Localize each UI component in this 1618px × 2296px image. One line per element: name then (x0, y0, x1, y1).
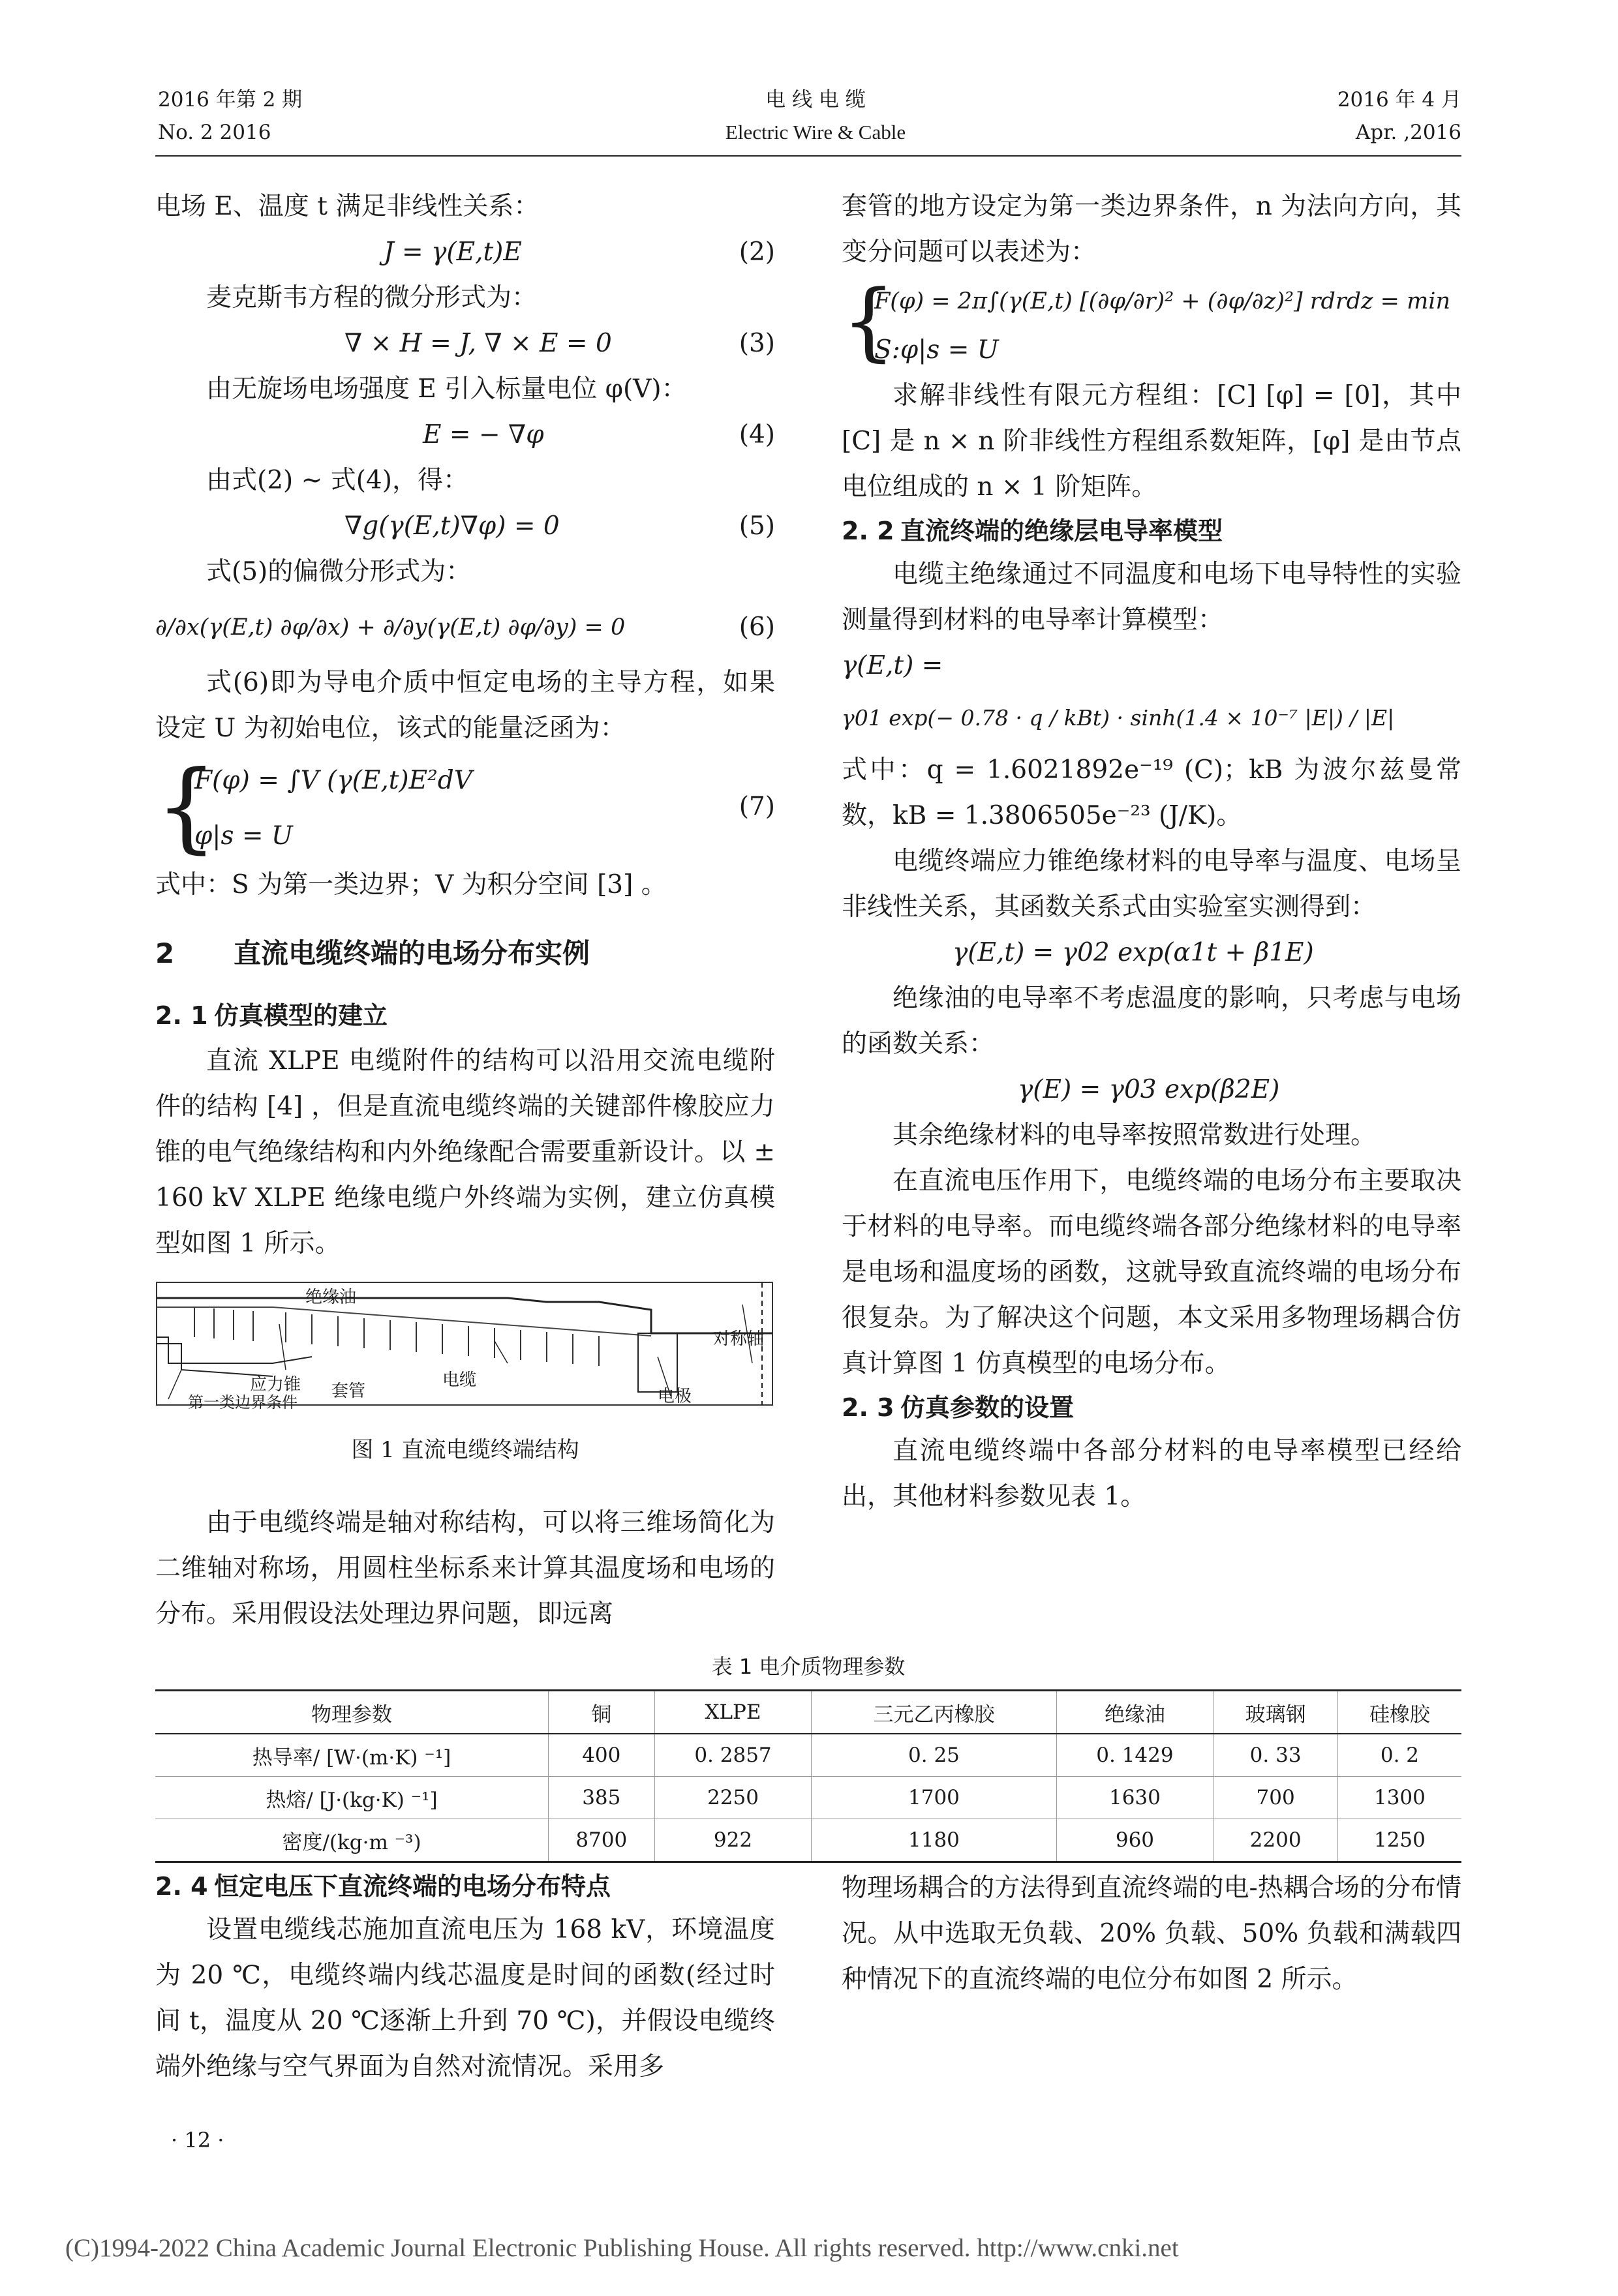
table-cell: 0. 1429 (1056, 1734, 1214, 1777)
table-1 (155, 1689, 1461, 1863)
table-1-caption: 表 1 电介质物理参数 (711, 1654, 906, 1679)
conductivity-line1: γ(E,t) = (842, 651, 943, 680)
label-cable: 电缆 (442, 1370, 477, 1390)
para-partial: 式(5)的偏微分形式为： (206, 557, 472, 586)
eq7-number: (7) (739, 792, 775, 821)
equation-7 (155, 751, 775, 862)
eq2-formula: J = γ(E,t)E (384, 237, 522, 267)
para-2-1: 直流 XLPE 电缆附件的结构可以沿用交流电缆附件的结构 [4] ，但是直流电缆终端的关键部件橡胶应力锥的电气绝缘结构和内外绝缘配合需要重新设计。以 ± 160 kV XLPE 绝缘电缆户外终端为实例，建立仿真模型如图 1 所示。 (155, 1046, 775, 1258)
table-row (155, 1734, 1461, 1777)
eq4-formula: E = − ∇φ (423, 420, 544, 449)
table-header-cell: 铜 (549, 1691, 655, 1734)
table-header-cell: 三元乙丙橡胶 (812, 1691, 1056, 1734)
para-2-3: 直流电缆终端中各部分材料的电导率模型已经给出，其他材料参数见表 1。 (842, 1436, 1461, 1511)
eq7-line1: F(φ) = ∫V (γ(E,t)E²dV (194, 766, 472, 795)
table-cell: 0. 25 (812, 1734, 1056, 1777)
eq-oil-formula: γ(E) = γ03 exp(β2E) (1018, 1075, 1280, 1104)
para-2-4: 设置电缆线芯施加直流电压为 168 kV，环境温度为 20 ℃，电缆终端内线芯温度是时间的函数(经过时间 t，温度从 20 ℃逐渐上升到 70 ℃)，并假设电缆终端外绝缘与空气界面为自然对流情况。采用多 (155, 1915, 775, 2081)
subsection-2-1-number: 2. 1 (155, 1001, 208, 1030)
table-cell: 密度/(kg·m ⁻³) (155, 1819, 549, 1862)
left-column (155, 184, 775, 1267)
table-cell: 960 (1056, 1819, 1214, 1862)
subsection-2-3-number: 2. 3 (842, 1393, 894, 1422)
para-govern: 式(6)即为导电介质中恒定电场的主导方程，如果设定 U 为初始电位，该式的能量泛函为： (155, 668, 775, 743)
header-right (1272, 83, 1461, 149)
bottom-right-column (842, 1865, 1461, 2002)
eq4-number: (4) (739, 420, 775, 449)
label-first-boundary: 第一类边界条件 (188, 1393, 298, 1412)
eq5-number: (5) (739, 511, 775, 541)
table-cell: 热熔/ [J·(kg·K) ⁻¹] (155, 1777, 549, 1819)
page-number: · 12 · (171, 2128, 224, 2152)
date-en: Apr. ,2016 (1355, 121, 1461, 144)
para-solve: 求解非线性有限元方程组：[C] [φ] = [0]，其中 [C] 是 n × n 阶非线性方程组系数矩阵，[φ] 是由节点电位组成的 n × 1 阶矩阵。 (842, 381, 1461, 502)
table-cell: 1630 (1056, 1777, 1214, 1819)
equation-6 (155, 595, 775, 660)
section-2-number: 2 (155, 937, 175, 969)
table-cell: 0. 2 (1337, 1734, 1461, 1777)
section-2-title: 直流电缆终端的电场分布实例 (234, 937, 590, 969)
para-maxwell: 麦克斯韦方程的微分形式为： (206, 283, 538, 312)
table-row (155, 1819, 1461, 1862)
section-2-heading (155, 928, 775, 980)
para-axisym: 由于电缆终端是轴对称结构，可以将三维场简化为二维轴对称场，用圆柱坐标系来计算其温度场和电场的分布。采用假设法处理边界问题，即远离 (155, 1508, 775, 1629)
para-other: 其余绝缘材料的电导率按照常数进行处理。 (893, 1121, 1377, 1150)
subsection-2-2-title: 直流终端的绝缘层电导率模型 (900, 517, 1223, 545)
subsection-2-4-title: 恒定电压下直流终端的电场分布特点 (214, 1872, 611, 1901)
para-2-2: 电缆主绝缘通过不同温度和电场下电导特性的实验测量得到材料的电导率计算模型： (842, 560, 1461, 635)
eq7-line2: φ|s = U (194, 821, 293, 851)
journal-title-cn: 电 线 电 缆 (765, 88, 866, 112)
eq6-number: (6) (739, 612, 775, 642)
equation-5 (155, 504, 775, 549)
table-header-cell: 物理参数 (155, 1691, 549, 1734)
equation-4 (155, 412, 775, 458)
eq6-formula: ∂/∂x(γ(E,t) ∂φ/∂x) + ∂/∂y(γ(E,t) ∂φ/∂y) = 0 (155, 614, 626, 641)
eq-cone-formula: γ(E,t) = γ02 exp(α1t + β1E) (953, 938, 1314, 967)
table-cell: 922 (654, 1819, 812, 1862)
table-cell: 1250 (1337, 1819, 1461, 1862)
eq5-formula: ∇g(γ(E,t)∇φ) = 0 (344, 511, 560, 541)
table-cell: 热导率/ [W·(m·K) ⁻¹] (155, 1734, 549, 1777)
date-cn: 2016 年 4 月 (1337, 88, 1461, 112)
label-stress-cone: 应力锥 (250, 1375, 301, 1395)
para-oil: 绝缘油的电导率不考虑温度的影响，只考虑与电场的函数关系： (842, 984, 1461, 1059)
label-insulating-oil: 绝缘油 (305, 1288, 357, 1307)
right-column (842, 184, 1461, 1520)
para-intro: 电场 E、温度 t 满足非线性关系： (155, 192, 540, 221)
figure-1 (155, 1278, 775, 1412)
label-bushing: 套管 (331, 1382, 366, 1401)
table-row (155, 1777, 1461, 1819)
variational-problem (842, 271, 1461, 373)
table-cell: 1700 (812, 1777, 1056, 1819)
table-cell: 0. 33 (1214, 1734, 1338, 1777)
table-header-cell: XLPE (654, 1691, 812, 1734)
left-column-lower (155, 1500, 775, 1637)
para-constants: 式中：q = 1.6021892e⁻¹⁹ (C)；kB 为波尔兹曼常数，kB = 1.3806505e⁻²³ (J/K)。 (842, 755, 1461, 830)
header-rule (155, 155, 1461, 157)
table-cell: 1300 (1337, 1777, 1461, 1819)
subsection-2-4-number: 2. 4 (155, 1872, 208, 1901)
journal-title-en: Electric Wire & Cable (725, 121, 906, 144)
para-continued: 套管的地方设定为第一类边界条件，n 为法向方向，其变分问题可以表述为： (842, 192, 1461, 267)
para-from: 由式(2) ~ 式(4)，得： (206, 466, 468, 495)
table-cell: 400 (549, 1734, 655, 1777)
subsection-2-2-heading (842, 510, 1461, 552)
table-header-cell: 硅橡胶 (1337, 1691, 1461, 1734)
para-potential: 由无旋场电场强度 E 引入标量电位 φ(V)： (206, 374, 687, 404)
table-cell: 2200 (1214, 1819, 1338, 1862)
eq7-brace: { (155, 750, 218, 864)
table-cell: 700 (1214, 1777, 1338, 1819)
copyright-footer: (C)1994-2022 China Academic Journal Electronic Publishing House. All rights reserved. http://www.cnki.net (65, 2234, 1179, 2262)
table-header-cell: 玻璃钢 (1214, 1691, 1338, 1734)
label-symmetry-axis: 对称轴 (713, 1329, 765, 1349)
equation-oil (842, 1067, 1461, 1113)
subsection-2-3-heading (842, 1387, 1461, 1428)
issue-en: No. 2 2016 (158, 121, 271, 144)
table-header-cell: 绝缘油 (1056, 1691, 1214, 1734)
equation-cone (842, 930, 1461, 976)
issue-cn: 2016 年第 2 期 (158, 88, 303, 112)
para-where: 式中：S 为第一类边界；V 为积分空间 [3] 。 (155, 870, 667, 899)
table-cell: 1180 (812, 1819, 1056, 1862)
figure-1-caption: 图 1 直流电缆终端结构 (351, 1437, 579, 1463)
eq3-number: (3) (739, 329, 775, 358)
table-cell: 8700 (549, 1819, 655, 1862)
conductivity-model (842, 643, 1461, 748)
table-cell: 385 (549, 1777, 655, 1819)
header-left (158, 83, 302, 149)
header-center (679, 83, 953, 149)
subsection-2-4-heading (155, 1865, 775, 1907)
table-cell: 2250 (654, 1777, 812, 1819)
equation-3 (155, 321, 775, 367)
subsection-2-2-number: 2. 2 (842, 517, 894, 545)
eq3-formula: ∇ × H = J, ∇ × E = 0 (344, 329, 612, 358)
variational-line2: S:φ|s = U (874, 335, 999, 365)
equation-2 (155, 230, 775, 275)
variational-line1: F(φ) = 2π∫(γ(E,t) [(∂φ/∂r)² + (∂φ/∂z)²] rdrdz = min (874, 288, 1450, 314)
subsection-2-1-title: 仿真模型的建立 (214, 1001, 388, 1030)
variational-brace: { (842, 271, 896, 370)
label-electrode: 电极 (658, 1387, 692, 1406)
eq2-number: (2) (739, 237, 775, 267)
table-cell: 0. 2857 (654, 1734, 812, 1777)
para-stress-cone: 电缆终端应力锥绝缘材料的电导率与温度、电场呈非线性关系，其函数关系式由实验室实测得到： (842, 847, 1461, 922)
subsection-2-3-title: 仿真参数的设置 (900, 1393, 1075, 1422)
subsection-2-1-heading (155, 993, 775, 1038)
table-header-row (155, 1691, 1461, 1734)
conductivity-line2: γ01 exp(− 0.78 · q / kBt) · sinh(1.4 × 10⁻⁷ |E|) / |E| (842, 705, 1395, 731)
para-bottom-right: 物理场耦合的方法得到直流终端的电-热耦合场的分布情况。从中选取无负载、20% 负载、50% 负载和满载四种情况下的直流终端的电位分布如图 2 所示。 (842, 1873, 1461, 1994)
para-dc: 在直流电压作用下，电缆终端的电场分布主要取决于材料的电导率。而电缆终端各部分绝缘材料的电导率是电场和温度场的函数，这就导致直流终端的电场分布很复杂。为了解决这个问题，本文采用多物理场耦合仿真计算图 1 仿真模型的电场分布。 (842, 1166, 1461, 1378)
bottom-left-column (155, 1865, 775, 2090)
